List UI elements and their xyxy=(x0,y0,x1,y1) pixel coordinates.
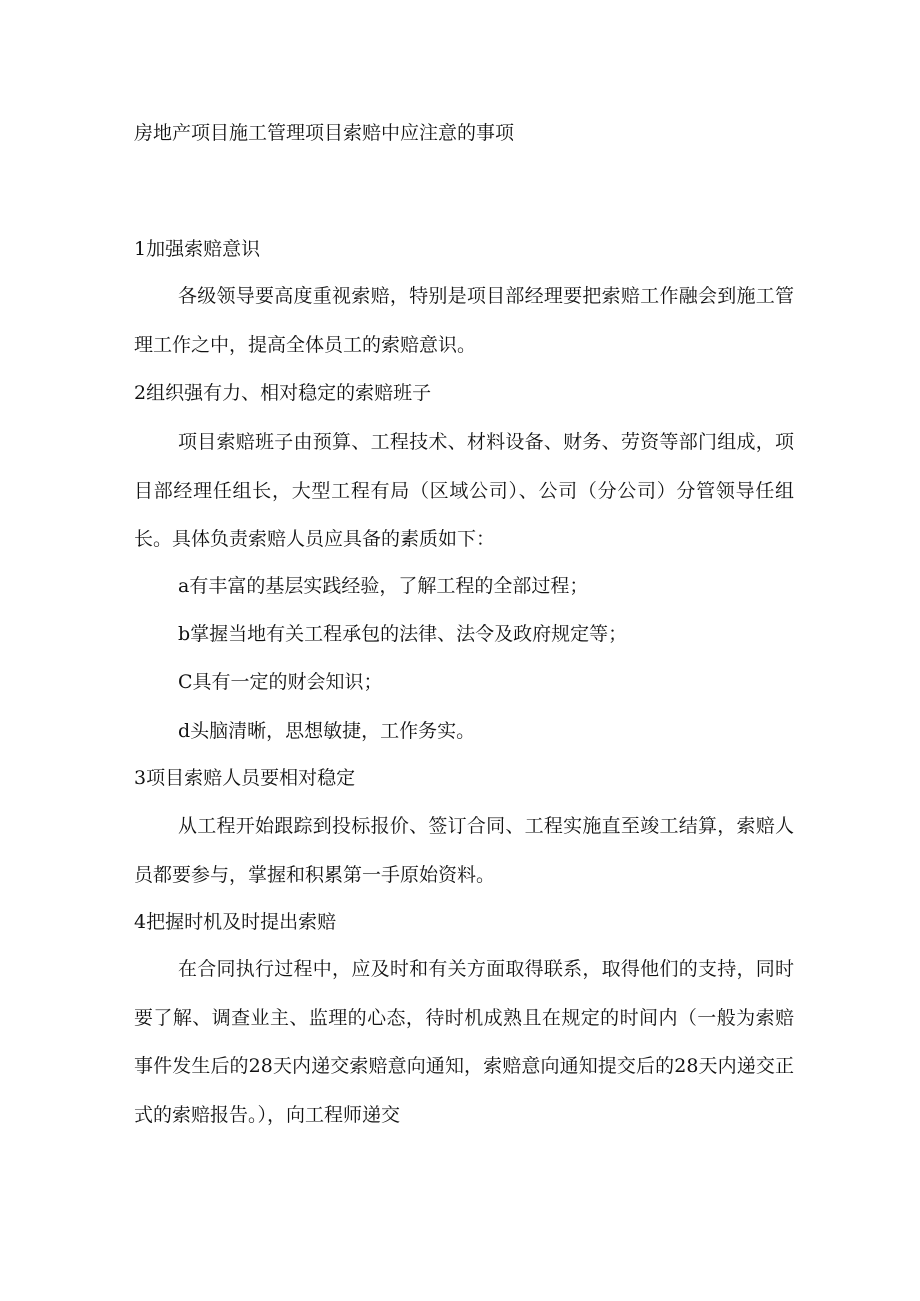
list-item-d: d头脑清晰，思想敏捷，工作务实。 xyxy=(178,720,476,742)
section-paragraph-3: 从工程开始跟踪到投标报价、签订合同、工程实施直至竣工结算，索赔人员都要参与，掌握和积累第一手原始资料。 xyxy=(134,815,794,886)
list-item-c: C具有一定的财会知识； xyxy=(178,671,383,693)
section-paragraph-1: 各级领导要高度重视索赔，特别是项目部经理要把索赔工作融会到施工管理工作之中，提高全体员工的索赔意识。 xyxy=(134,285,794,356)
list-item-b: b掌握当地有关工程承包的法律、法令及政府规定等； xyxy=(178,623,628,645)
document-title: 房地产项目施工管理项目索赔中应注意的事项 xyxy=(134,122,515,144)
list-item-a: a有丰富的基层实践经验，了解工程的全部过程； xyxy=(178,575,589,597)
section-heading-4: 4把握时机及时提出索赔 xyxy=(134,911,337,933)
section-paragraph-4: 在合同执行过程中，应及时和有关方面取得联系，取得他们的支持，同时要了解、调查业主、监理的心态，待时机成熟且在规定的时间内（一般为索赔事件发生后的28天内递交索赔意向通知，索赔意向通知提交后的28天内递交正式的索赔报告。），向工程师递交 xyxy=(134,958,794,1126)
section-paragraph-2: 项目索赔班子由预算、工程技术、材料设备、财务、劳资等部门组成，项目部经理任组长，大型工程有局（区域公司）、公司（分公司）分管领导任组长。具体负责索赔人员应具备的素质如下： xyxy=(134,431,794,550)
section-heading-1: 1加强索赔意识 xyxy=(134,238,261,260)
section-heading-3: 3项目索赔人员要相对稳定 xyxy=(134,767,356,789)
section-heading-2: 2组织强有力、相对稳定的索赔班子 xyxy=(134,382,432,404)
